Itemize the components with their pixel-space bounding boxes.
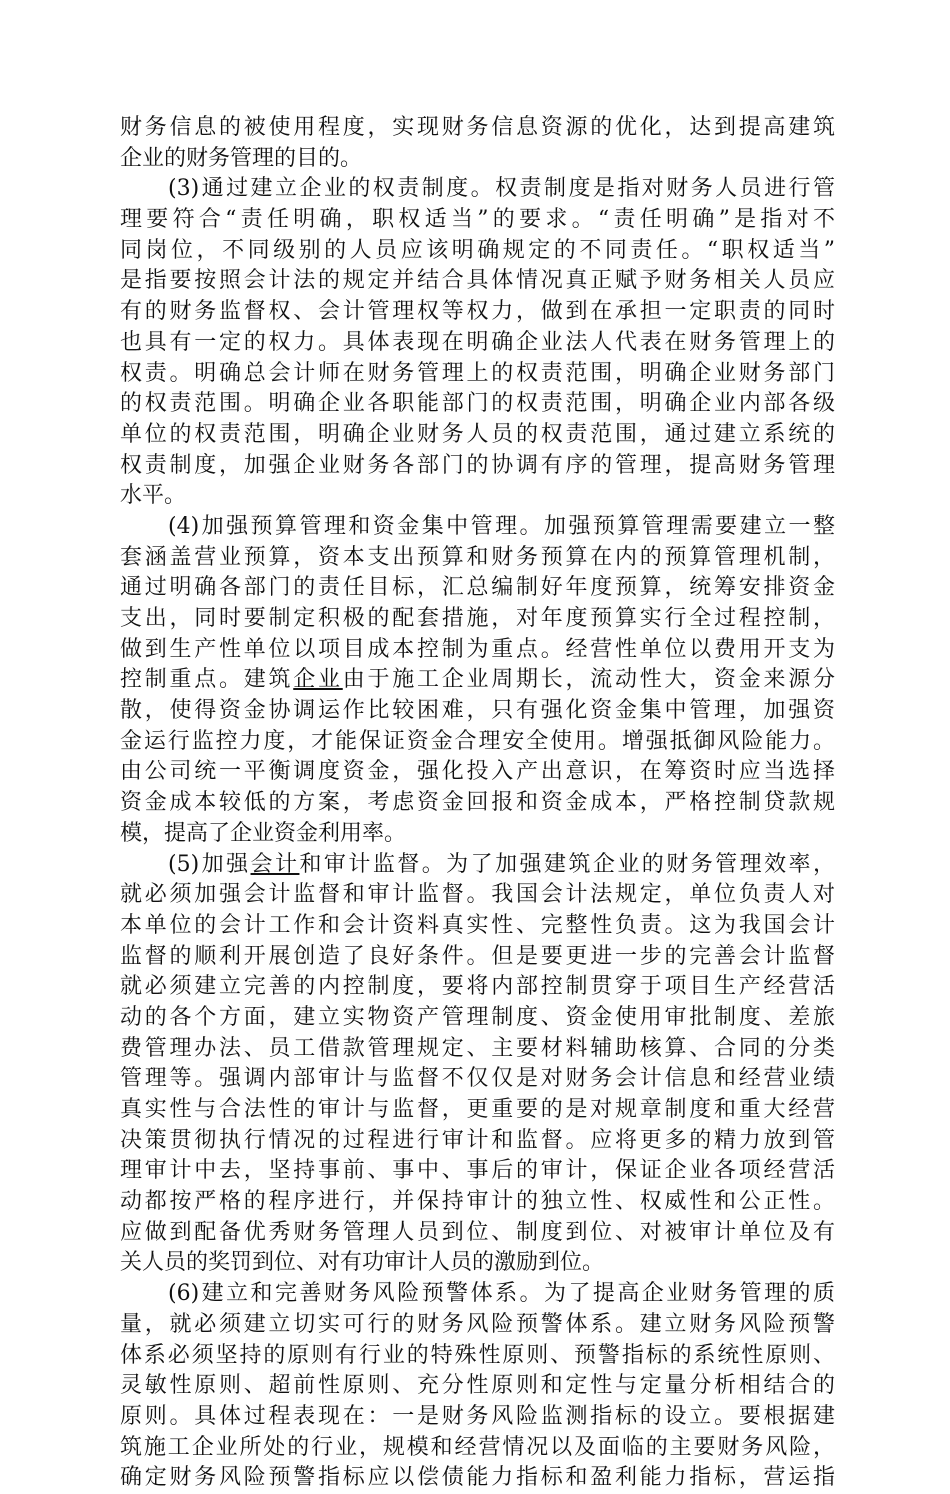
text-line: 动的各个方面，建立实物资产管理制度、资金使用审批制度、差旅 [120,1004,835,1030]
text-line: 量，就必须建立切实可行的财务风险预警体系。建立财务风险预警 [120,1311,835,1337]
paragraph-first-line [120,850,835,881]
text-line: 散，使得资金协调运作比较困难，只有强化资金集中管理，加强资 [120,698,835,724]
text-segment: (5)加强 [168,851,251,877]
text-line: 模，提高了企业资金利用率。 [120,820,407,846]
text-line: 确定财务风险预警指标应以偿债能力指标和盈利能力指标，营运指 [120,1465,835,1491]
text-line: 权责。明确总会计师在财务管理上的权责范围，明确企业财务部门 [120,360,835,386]
text-segment: 由于施工企业周期长，流动性大，资金来源分 [342,667,835,693]
text-line: 财务信息的被使用程度，实现财务信息资源的优化，达到提高建筑 [120,115,835,140]
document-page [120,113,835,1494]
text-line: 就必须加强会计监督和审计监督。我国会计法规定，单位负责人对 [120,882,835,908]
underlined-term: 会计 [250,851,300,877]
text-line: 就必须建立完善的内控制度，要将内部控制贯穿于项目生产经营活 [120,974,835,1000]
text-line: 也具有一定的权力。具体表现在明确企业法人代表在财务管理上的 [120,329,835,355]
paragraph-first-line: (6)建立和完善财务风险预警体系。为了提高企业财务管理的质 [168,1281,835,1307]
text-line: 应做到配备优秀财务管理人员到位、制度到位、对被审计单位及有 [120,1219,835,1245]
text-line: 单位的权责范围，明确企业财务人员的权责范围，通过建立系统的 [120,421,835,447]
text-line: 由公司统一平衡调度资金，强化投入产出意识，在筹资时应当选择 [120,759,835,785]
text-line: 套涵盖营业预算，资本支出预算和财务预算在内的预算管理机制， [120,544,835,570]
text-line: 费管理办法、员工借款管理规定、主要材料辅助核算、合同的分类 [120,1035,835,1061]
text-line: 金运行监控力度，才能保证资金合理安全使用。增强抵御风险能力。 [120,728,835,754]
text-segment: 控制重点。建筑 [120,667,294,693]
text-line: 企业的财务管理的目的。 [120,145,363,171]
text-line: 的权责范围。明确企业各职能部门的权责范围，明确企业内部各级 [120,391,835,417]
underlined-term: 企业 [293,667,343,693]
text-line: 真实性与合法性的审计与监督，更重要的是对规章制度和重大经营 [120,1097,835,1122]
text-line: 做到生产性单位以项目成本控制为重点。经营性单位以费用开支为 [120,636,835,662]
text-line: 支出，同时要制定积极的配套措施，对年度预算实行全过程控制， [120,606,835,631]
text-line: 原则。具体过程表现在：一是财务风险监测指标的设立。要根据建 [120,1403,835,1429]
text-line: 筑施工企业所处的行业，规模和经营情况以及面临的主要财务风险， [120,1434,835,1460]
text-line [120,665,835,696]
text-line: 水平。 [120,483,187,509]
text-line: 资金成本较低的方案，考虑资金回报和资金成本，严格控制贷款规 [120,790,835,816]
text-line: 决策贯彻执行情况的过程进行审计和监督。应将更多的精力放到管 [120,1127,835,1153]
text-line: 灵敏性原则、超前性原则、充分性原则和定性与定量分析相结合的 [120,1373,835,1399]
text-line: 管理等。强调内部审计与监督不仅仅是对财务会计信息和经营业绩 [120,1066,835,1092]
text-line: 是指要按照会计法的规定并结合具体情况真正赋予财务相关人员应 [120,268,835,294]
text-line: 权责制度，加强企业财务各部门的协调有序的管理，提高财务管理 [120,452,835,478]
text-line: 有的财务监督权、会计管理权等权力，做到在承担一定职责的同时 [120,299,835,325]
paragraph-first-line: (3)通过建立企业的权责制度。权责制度是指对财务人员进行管 [168,176,835,202]
text-line: 理要符合“责任明确，职权适当”的要求。“责任明确”是指对不 [120,207,835,233]
text-line: 动都按严格的程序进行，并保持审计的独立性、权威性和公正性。 [120,1189,835,1215]
text-line: 本单位的会计工作和会计资料真实性、完整性负责。这为我国会计 [120,912,835,938]
paragraph-first-line: (4)加强预算管理和资金集中管理。加强预算管理需要建立一整 [168,513,835,539]
text-line: 监督的顺利开展创造了良好条件。但是要更进一步的完善会计监督 [120,943,835,969]
text-segment: 和审计监督。为了加强建筑企业的财务管理效率， [299,851,835,877]
text-line: 同岗位，不同级别的人员应该明确规定的不同责任。“职权适当” [120,237,835,263]
text-line: 通过明确各部门的责任目标，汇总编制好年度预算，统筹安排资金 [120,575,835,601]
text-line: 体系必须坚持的原则有行业的特殊性原则、预警指标的系统性原则、 [120,1342,835,1368]
text-line: 理审计中去，坚持事前、事中、事后的审计，保证企业各项经营活 [120,1158,835,1184]
text-line: 关人员的奖罚到位、对有功审计人员的激励到位。 [120,1250,605,1276]
